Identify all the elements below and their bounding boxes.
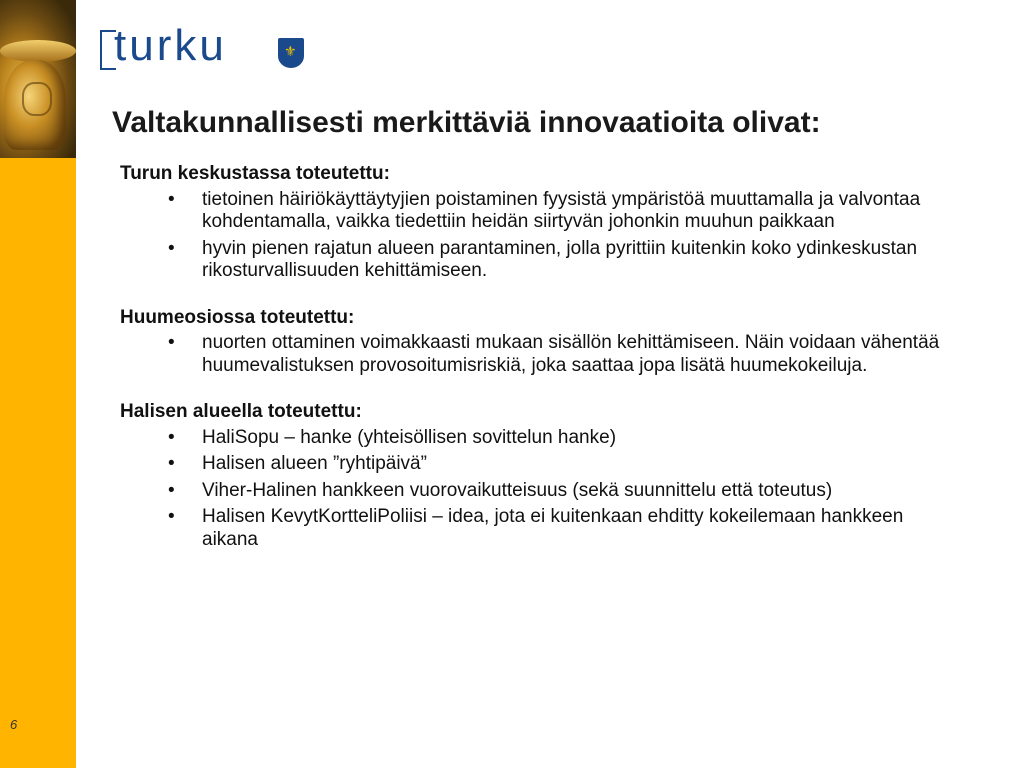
list-item xyxy=(120,332,950,377)
bullet-list xyxy=(120,427,950,552)
turku-logo xyxy=(100,21,305,70)
list-item xyxy=(120,506,950,551)
list-item xyxy=(120,427,950,450)
section-huumeosio xyxy=(120,307,950,378)
vessel-rim xyxy=(0,40,76,62)
section-heading: Halisen alueella toteutettu: xyxy=(120,401,362,422)
list-item-text: Halisen alueen ”ryhtipäivä” xyxy=(202,453,427,474)
list-item xyxy=(120,238,950,283)
list-item-text: tietoinen häiriökäyttäytyjien poistaminen fyysistä ympäristöä muuttamalla ja valvontaa kohdentamalla, vaikka tiedettiin heidän siirtyvän johonkin muuhun paikkaan xyxy=(202,188,921,232)
crest-lily-icon: ⚜ xyxy=(284,43,297,59)
bullet-icon: • xyxy=(168,453,175,474)
bullet-icon: • xyxy=(168,188,175,210)
list-item-text: hyvin pienen rajatun alueen parantaminen, jolla pyrittiin kuitenkin koko ydinkeskustan rikosturvallisuuden kehittämiseen. xyxy=(202,237,918,281)
coat-of-arms-icon xyxy=(278,38,304,68)
bullet-icon: • xyxy=(168,506,175,527)
list-item-text: Viher-Halinen hankkeen vuorovaikutteisuus (sekä suunnittelu että toteutus) xyxy=(202,479,833,501)
list-item xyxy=(120,189,950,234)
slide-content xyxy=(120,163,950,575)
section-heading: Huumeosiossa toteutettu: xyxy=(120,306,355,328)
section-keskusta xyxy=(120,163,950,283)
list-item-text: HaliSopu – hanke (yhteisöllisen sovittelun hanke) xyxy=(202,426,617,448)
bullet-icon: • xyxy=(168,426,175,448)
vessel-emblem xyxy=(22,82,52,116)
slide-title: Valtakunnallisesti merkittäviä innovaatioita olivat: xyxy=(112,106,821,139)
section-halinen xyxy=(120,401,950,551)
list-item xyxy=(120,453,950,476)
section-heading: Turun keskustassa toteutettu: xyxy=(120,163,390,184)
list-item-text: Halisen KevytKortteliPoliisi – idea, jota ei kuitenkaan ehditty kokeilemaan hankkeen aikana xyxy=(202,506,904,550)
page-number: 6 xyxy=(10,717,18,732)
list-item-text: nuorten ottaminen voimakkaasti mukaan sisällön kehittämiseen. Näin voidaan vähentää huumevalistuksen provosoitumisriskiä, joka saattaa jopa lisätä huumekokeiluja. xyxy=(202,332,940,376)
list-item xyxy=(120,480,950,503)
brass-vessel-photo xyxy=(0,0,76,158)
bullet-icon: • xyxy=(168,237,175,259)
bullet-list xyxy=(120,332,950,377)
bullet-icon: • xyxy=(168,479,175,501)
bullet-icon: • xyxy=(168,332,175,353)
bullet-list xyxy=(120,189,950,283)
sidebar-bar xyxy=(0,0,76,768)
logo-text: turku xyxy=(114,21,227,70)
